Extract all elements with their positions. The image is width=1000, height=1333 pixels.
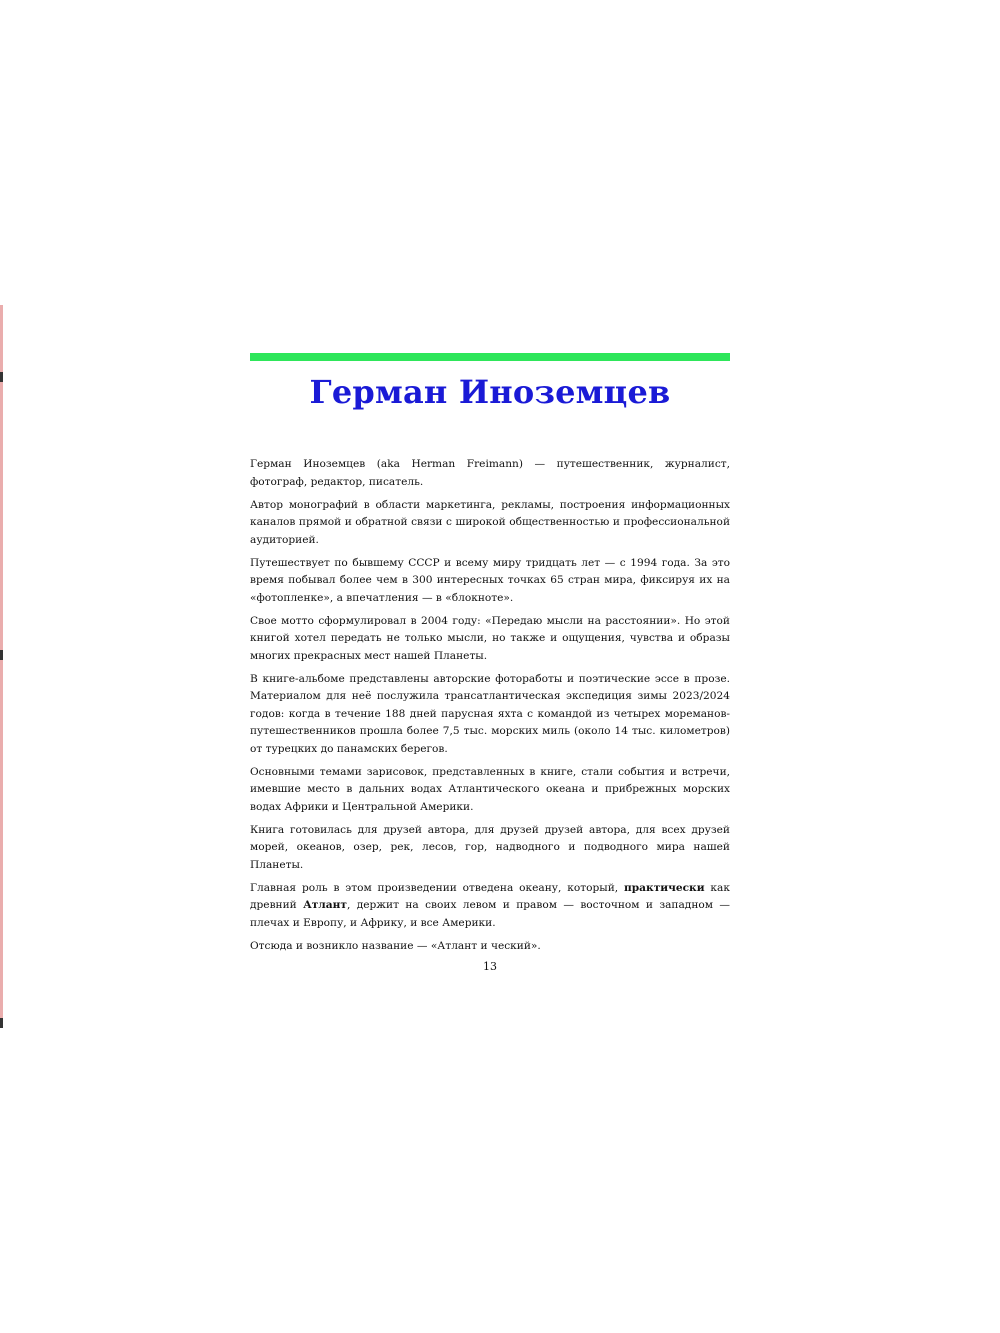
- emphasis-word: практически: [624, 881, 705, 894]
- paragraph: Отсюда и возникло название — «Атлант и ческий».: [250, 939, 541, 952]
- text-run: , держит на своих левом и правом — восточном и западном — плечах и Европу, и Африку, и все Америки.: [250, 899, 730, 929]
- paragraph: Книга готовилась для друзей автора, для друзей друзей автора, для всех друзей морей, океанов, озер, рек, лесов, гор, надводного и подводного мира нашей Планеты.: [250, 823, 730, 871]
- text-run: Главная роль в этом произведении отведена океану, который,: [250, 881, 625, 894]
- page-title: Герман Иноземцев: [309, 373, 671, 411]
- paragraph: В книге-альбоме представлены авторские фотоработы и поэтические эссе в прозе. Материалом для неё послужила трансатлантическая экспедиция зимы 2023/2024 годов: когда в течение 188 дней парусная яхта с командой из четырех мореманов-путешественников прошла более 7,5 тыс. морских миль (около 14 тыс. километров) от турецких до панамских берегов.: [250, 672, 730, 755]
- page-edge-mark: [0, 305, 3, 1025]
- paragraph-atlas: [250, 880, 730, 933]
- page-number: 13: [483, 960, 497, 973]
- paragraph: Путешествует по бывшему СССР и всему миру тридцать лет — с 1994 года. За это время побывал более чем в 300 интересных точках 65 стран мира, фиксируя их на «фотопленке», а впечатления — в «блокноте».: [250, 556, 730, 604]
- author-bio: [250, 456, 730, 955]
- paragraph: Свое мотто сформулировал в 2004 году: «Передаю мысли на расстоянии». Но этой книгой хотел передать не только мысли, но также и ощущения, чувства и образы многих прекрасных мест нашей Планеты.: [250, 614, 730, 662]
- text-run: как древний: [250, 881, 730, 911]
- page-edge-tick: [0, 650, 3, 660]
- paragraph: Герман Иноземцев (aka Herman Freimann) — путешественник, журналист, фотограф, редактор, писатель.: [250, 458, 730, 488]
- paragraph: Автор монографий в области маркетинга, рекламы, построения информационных каналов прямой и обратной связи с широкой общественностью и профессиональной аудиторией.: [250, 498, 730, 546]
- book-page: [250, 353, 730, 973]
- emphasis-word: Атлант: [303, 899, 347, 911]
- page-edge-tick: [0, 1018, 3, 1028]
- title-accent-bar: [250, 353, 730, 361]
- paragraph: Основными темами зарисовок, представленных в книге, стали события и встречи, имевшие место в дальних водах Атлантического океана и прибрежных морских водах Африки и Центральной Америки.: [250, 765, 730, 813]
- page-edge-tick: [0, 372, 3, 382]
